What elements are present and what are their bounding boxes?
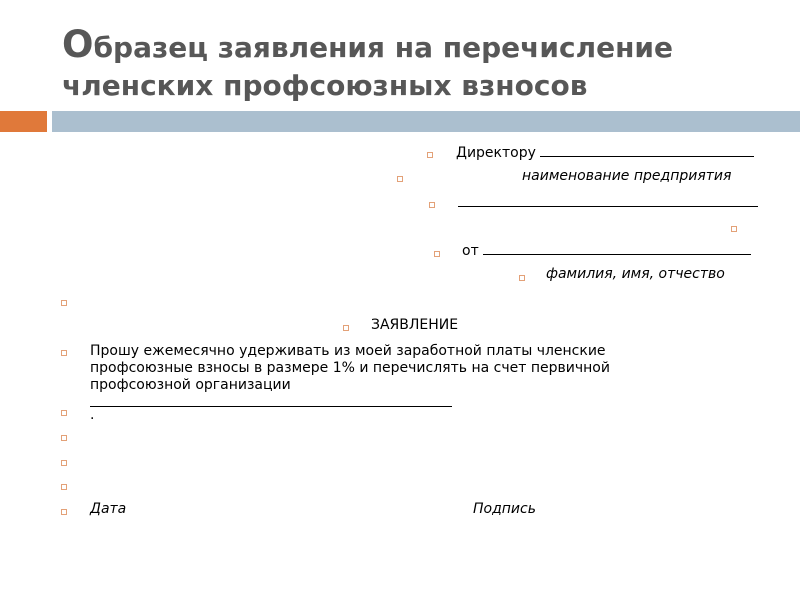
from-blank-line	[483, 242, 751, 255]
bullet-icon	[434, 251, 440, 257]
from-label: от	[462, 243, 479, 259]
bullet-icon	[427, 152, 433, 158]
statement-body-line-3	[90, 377, 690, 424]
slide-title	[62, 23, 782, 105]
from-line	[462, 242, 751, 260]
statement-body-line-3-text: профсоюзной организации	[90, 377, 291, 393]
bullet-icon	[61, 435, 67, 441]
statement-body-line-2: профсоюзные взносы в размере 1% и перечислять на счет первичной	[90, 360, 610, 376]
enterprise-caption: наименование предприятия	[522, 168, 732, 184]
director-label: Директору	[456, 145, 536, 161]
director-blank-line	[540, 144, 754, 157]
bullet-icon	[731, 226, 737, 232]
accent-band-orange	[0, 111, 47, 132]
statement-heading: ЗАЯВЛЕНИЕ	[371, 317, 459, 333]
bullet-icon	[519, 275, 525, 281]
bullet-icon	[343, 325, 349, 331]
bullet-icon	[61, 350, 67, 356]
title-first-letter: О	[62, 23, 94, 66]
bullet-icon	[429, 202, 435, 208]
accent-band-blue	[52, 111, 800, 132]
organization-blank-line	[90, 394, 452, 407]
director-line	[456, 144, 754, 162]
title-line-2: членских профсоюзных взносов	[62, 69, 588, 102]
bullet-icon	[61, 300, 67, 306]
enterprise-blank-line	[458, 206, 758, 207]
statement-body	[90, 343, 690, 424]
statement-body-line-1: Прошу ежемесячно удерживать из моей заработной платы членские	[90, 343, 606, 359]
date-label: Дата	[90, 501, 127, 517]
bullet-icon	[61, 509, 67, 515]
signature-label: Подпись	[473, 501, 536, 517]
bullet-icon	[397, 176, 403, 182]
title-line-1-text: бразец заявления на перечисление	[93, 31, 674, 64]
bullet-icon	[61, 484, 67, 490]
name-caption: фамилия, имя, отчество	[546, 266, 725, 282]
statement-body-line-3-end: .	[90, 407, 95, 423]
bullet-icon	[61, 410, 67, 416]
title-line-1	[62, 23, 782, 67]
bullet-icon	[61, 460, 67, 466]
